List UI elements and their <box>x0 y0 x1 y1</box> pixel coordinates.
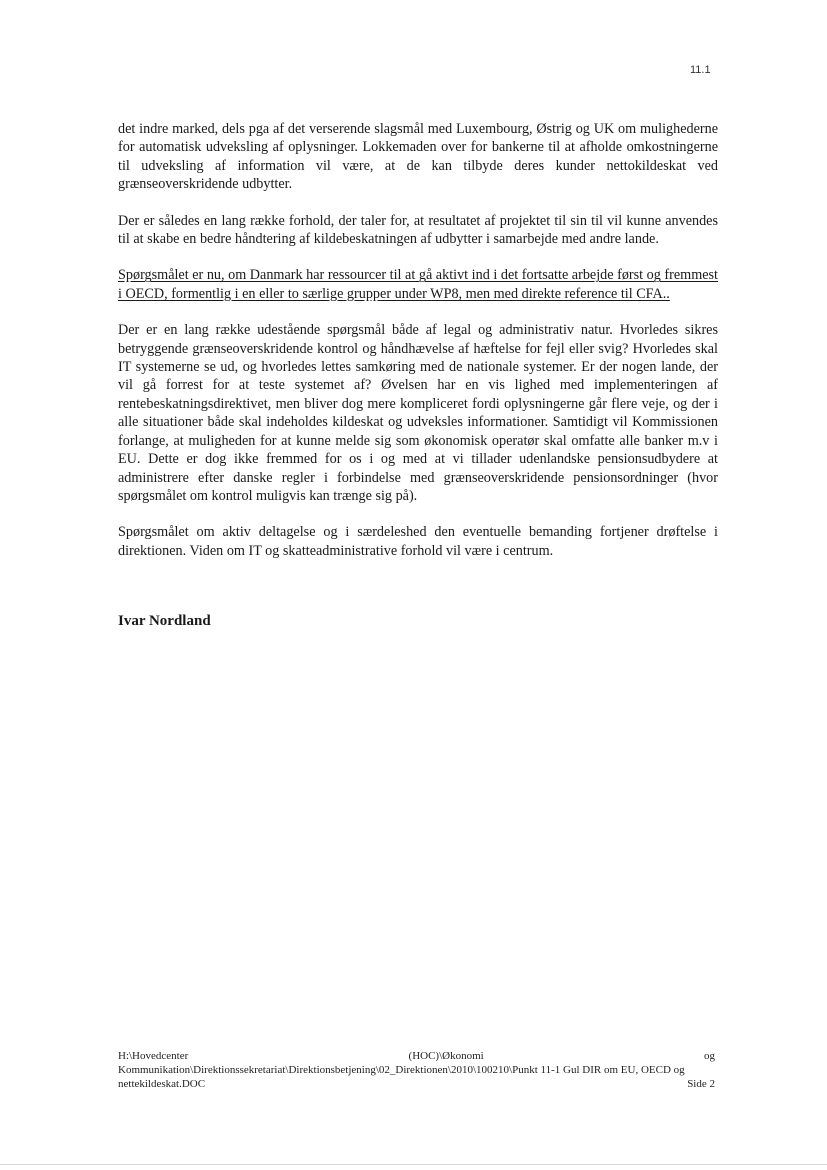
paragraph-4: Der er en lang række udestående spørgsmål både af legal og administrativ natur. Hvorledes sikres betryggende grænseoverskridende kontrol og håndhævelse af hæftelse for fejl eller svig? Hvorledes skal IT systemerne se ud, og hvorledes lettes samkøring med de nationale systemer. Er der nogen lande, der vil gå forrest for at teste systemet af? Øvelsen har en vis lighed med implementeringen af rentebeskatningsdirektivet, men bliver dog mere kompliceret fordi oplysningerne går flere veje, og der i alle situationer både skal indeholdes kildeskat og udveksles informationer. Samtidigt vil Kommissionen forlange, at muligheden for at kunne melde sig som økonomisk operatør skal omfatte alle banker m.v i EU. Dette er dog ikke fremmed for os i og med at vi tillader udenlandske pensionsudbydere at administrere efter danske regler i forbindelse med grænseoverskridende pensionsordninger (hvor spørgsmålet om kontrol muligvis kan trænge sig på). <box>118 322 718 504</box>
footer-line-3 <box>118 1077 715 1091</box>
paragraph-2: Der er således en lang række forhold, der taler for, at resultatet af projektet til sin til vil kunne anvendes til at skabe en bedre håndtering af kildebeskatningen af udbytter i samarbejde med andre lande. <box>118 212 718 248</box>
footer <box>118 1049 715 1091</box>
footer-path-end: og <box>703 1050 715 1062</box>
document-body <box>118 120 718 578</box>
footer-path-mid: (HOC)\Økonomi <box>408 1050 484 1062</box>
paragraph-1: det indre marked, dels pga af det verserende slagsmål med Luxembourg, Østrig og UK om mulighederne for automatisk udveksling af oplysninger. Lokkemaden over for bankerne til at afholde omkostningerne til udveksling af information vil være, at de kan tilbyde deres kunder nettokildeskat ved grænseoverskridende udbytter. <box>118 121 718 193</box>
footer-path-start: H:\Hovedcenter <box>118 1050 189 1062</box>
footer-filename: nettekildeskat.DOC <box>118 1078 206 1090</box>
footer-line-2 <box>118 1063 715 1077</box>
paragraph-5: Spørgsmålet om aktiv deltagelse og i særdeleshed den eventuelle bemanding fortjener drøftelse i direktionen. Viden om IT og skatteadministrative forhold vil være i centrum. <box>118 524 718 559</box>
page-number: 11.1 <box>690 64 711 76</box>
signature-name: Ivar Nordland <box>118 613 211 629</box>
footer-path-continued: Kommunikation\Direktionssekretariat\Direktionsbetjening\02_Direktionen\2010\100210\Punkt 11-1 Gul DIR om EU, OECD og <box>118 1064 685 1076</box>
footer-page-label: Side 2 <box>687 1078 715 1090</box>
paragraph-3-underlined: Spørgsmålet er nu, om Danmark har ressourcer til at gå aktivt ind i det fortsatte arbejde først og fremmest i OECD, formentlig i en eller to særlige grupper under WP8, men med direkte reference til CFA.. <box>118 267 718 302</box>
footer-line-1 <box>118 1049 715 1063</box>
scan-edge-line <box>0 1164 827 1165</box>
